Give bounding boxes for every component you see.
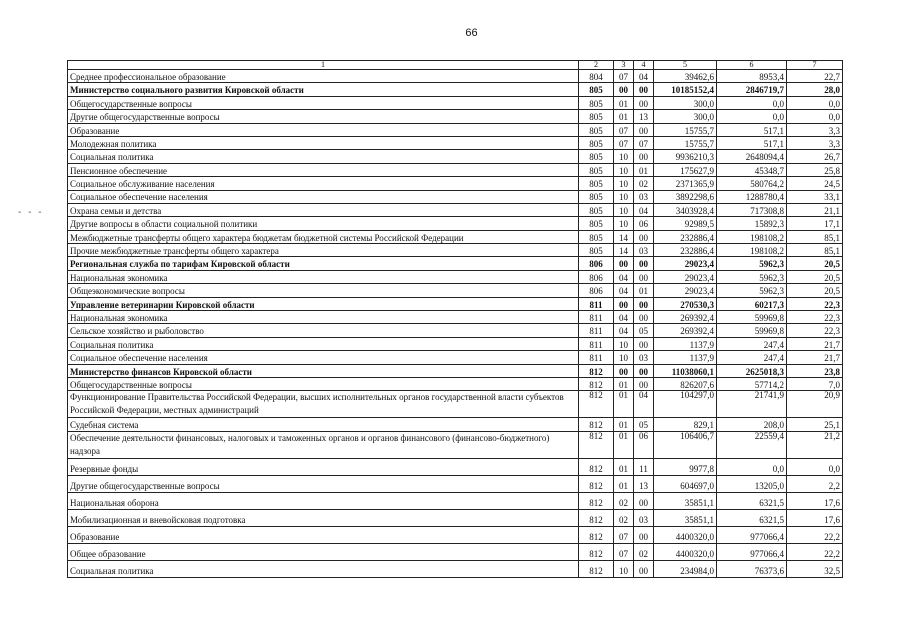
row-percent: 0,0 (787, 110, 843, 123)
table-row (68, 560, 843, 577)
row-section: 01 (614, 391, 634, 418)
row-executed-amount: 13205,0 (717, 475, 787, 492)
row-percent: 22,2 (787, 526, 843, 543)
table-row (68, 431, 843, 458)
column-number-row (68, 61, 843, 70)
table-row (68, 150, 843, 163)
row-planned-amount: 232886,4 (654, 244, 717, 257)
table-row (68, 492, 843, 509)
row-section: 02 (614, 509, 634, 526)
row-percent: 20,5 (787, 270, 843, 283)
row-executed-amount: 198108,2 (717, 244, 787, 257)
row-executed-amount: 22559,4 (717, 431, 787, 458)
column-number: 7 (787, 61, 843, 70)
row-code: 812 (579, 458, 614, 475)
row-planned-amount: 35851,1 (654, 509, 717, 526)
row-percent: 85,1 (787, 244, 843, 257)
row-section: 04 (614, 270, 634, 283)
row-code: 812 (579, 391, 614, 418)
row-subsection: 02 (634, 543, 654, 560)
row-percent: 17,1 (787, 217, 843, 230)
row-subsection: 00 (634, 230, 654, 243)
row-name: Образование (68, 123, 579, 136)
row-percent: 20,5 (787, 257, 843, 270)
row-executed-amount: 0,0 (717, 110, 787, 123)
row-planned-amount: 300,0 (654, 96, 717, 109)
row-subsection: 06 (634, 217, 654, 230)
row-code: 812 (579, 431, 614, 458)
row-subsection: 05 (634, 418, 654, 431)
row-code: 812 (579, 560, 614, 577)
row-section: 10 (614, 177, 634, 190)
table-row (68, 217, 843, 230)
row-percent: 20,9 (787, 391, 843, 418)
row-subsection: 00 (634, 150, 654, 163)
row-executed-amount: 0,0 (717, 458, 787, 475)
row-subsection: 05 (634, 324, 654, 337)
row-section: 00 (614, 83, 634, 96)
row-executed-amount: 2846719,7 (717, 83, 787, 96)
row-name: Общее образование (68, 543, 579, 560)
row-code: 805 (579, 83, 614, 96)
row-name: Другие общегосударственные вопросы (68, 110, 579, 123)
row-section: 10 (614, 560, 634, 577)
column-number: 2 (579, 61, 614, 70)
row-planned-amount: 175627,9 (654, 163, 717, 176)
row-code: 805 (579, 244, 614, 257)
row-section: 01 (614, 110, 634, 123)
row-section: 07 (614, 136, 634, 149)
table-row (68, 526, 843, 543)
row-planned-amount: 3892298,6 (654, 190, 717, 203)
row-executed-amount: 2625018,3 (717, 364, 787, 377)
row-name: Общеэкономические вопросы (68, 284, 579, 297)
row-planned-amount: 4400320,0 (654, 543, 717, 560)
row-subsection: 00 (634, 297, 654, 310)
row-planned-amount: 269392,4 (654, 311, 717, 324)
column-number: 1 (68, 61, 579, 70)
row-name: Прочие межбюджетные трансферты общего характера (68, 244, 579, 257)
column-number: 6 (717, 61, 787, 70)
row-executed-amount: 208,0 (717, 418, 787, 431)
row-executed-amount: 59969,8 (717, 311, 787, 324)
row-name: Социальная политика (68, 337, 579, 350)
row-percent: 22,2 (787, 543, 843, 560)
row-name: Среднее профессиональное образование (68, 70, 579, 83)
row-planned-amount: 232886,4 (654, 230, 717, 243)
row-code: 812 (579, 509, 614, 526)
row-subsection: 00 (634, 364, 654, 377)
row-code: 805 (579, 163, 614, 176)
row-code: 805 (579, 96, 614, 109)
row-section: 00 (614, 364, 634, 377)
table-row (68, 284, 843, 297)
row-name: Мобилизационная и вневойсковая подготовка (68, 509, 579, 526)
row-percent: 85,1 (787, 230, 843, 243)
row-planned-amount: 9936210,3 (654, 150, 717, 163)
row-subsection: 00 (634, 83, 654, 96)
row-executed-amount: 517,1 (717, 123, 787, 136)
row-executed-amount: 21741,9 (717, 391, 787, 418)
column-number: 5 (654, 61, 717, 70)
table-row (68, 458, 843, 475)
row-executed-amount: 247,4 (717, 337, 787, 350)
row-executed-amount: 45348,7 (717, 163, 787, 176)
row-planned-amount: 29023,4 (654, 270, 717, 283)
table-row (68, 297, 843, 310)
row-name: Охрана семьи и детства (68, 203, 579, 216)
row-name: Управление ветеринарии Кировской области (68, 297, 579, 310)
table-row (68, 324, 843, 337)
row-executed-amount: 60217,3 (717, 297, 787, 310)
row-planned-amount: 29023,4 (654, 284, 717, 297)
table-row (68, 311, 843, 324)
row-subsection: 11 (634, 458, 654, 475)
row-subsection: 01 (634, 284, 654, 297)
row-name: Обеспечение деятельности финансовых, налоговых и таможенных органов и органов финансового (финансово-бюджетного) надзора (68, 431, 579, 458)
row-planned-amount: 234984,0 (654, 560, 717, 577)
row-section: 01 (614, 458, 634, 475)
table-row (68, 257, 843, 270)
row-name: Национальная экономика (68, 270, 579, 283)
row-planned-amount: 270530,3 (654, 297, 717, 310)
row-subsection: 02 (634, 177, 654, 190)
row-executed-amount: 977066,4 (717, 526, 787, 543)
row-subsection: 00 (634, 492, 654, 509)
row-executed-amount: 57714,2 (717, 377, 787, 390)
row-name: Общегосударственные вопросы (68, 377, 579, 390)
row-code: 806 (579, 257, 614, 270)
row-subsection: 01 (634, 163, 654, 176)
row-section: 14 (614, 244, 634, 257)
row-planned-amount: 35851,1 (654, 492, 717, 509)
table-row (68, 418, 843, 431)
row-code: 805 (579, 177, 614, 190)
table-row (68, 391, 843, 418)
row-name: Другие вопросы в области социальной политики (68, 217, 579, 230)
row-code: 805 (579, 217, 614, 230)
table-row (68, 123, 843, 136)
row-code: 805 (579, 136, 614, 149)
page-number-text: 66 (465, 27, 478, 39)
row-planned-amount: 2371365,9 (654, 177, 717, 190)
row-code: 805 (579, 203, 614, 216)
row-name: Молодежная политика (68, 136, 579, 149)
row-subsection: 13 (634, 110, 654, 123)
row-planned-amount: 826207,6 (654, 377, 717, 390)
row-section: 10 (614, 351, 634, 364)
table-row (68, 83, 843, 96)
row-executed-amount: 247,4 (717, 351, 787, 364)
row-executed-amount: 2648094,4 (717, 150, 787, 163)
row-percent: 20,5 (787, 284, 843, 297)
row-percent: 24,5 (787, 177, 843, 190)
row-subsection: 00 (634, 311, 654, 324)
row-code: 812 (579, 543, 614, 560)
row-subsection: 03 (634, 351, 654, 364)
row-percent: 26,7 (787, 150, 843, 163)
row-subsection: 00 (634, 526, 654, 543)
row-percent: 3,3 (787, 136, 843, 149)
row-subsection: 00 (634, 337, 654, 350)
row-code: 811 (579, 297, 614, 310)
row-percent: 22,3 (787, 311, 843, 324)
row-percent: 22,3 (787, 297, 843, 310)
table-row (68, 244, 843, 257)
row-name: Сельское хозяйство и рыболовство (68, 324, 579, 337)
row-percent: 22,3 (787, 324, 843, 337)
row-code: 805 (579, 190, 614, 203)
row-code: 812 (579, 377, 614, 390)
row-code: 812 (579, 364, 614, 377)
row-code: 811 (579, 337, 614, 350)
row-planned-amount: 300,0 (654, 110, 717, 123)
row-executed-amount: 517,1 (717, 136, 787, 149)
row-percent: 21,2 (787, 431, 843, 458)
row-percent: 2,2 (787, 475, 843, 492)
row-percent: 22,7 (787, 70, 843, 83)
row-subsection: 03 (634, 190, 654, 203)
row-executed-amount: 8953,4 (717, 70, 787, 83)
row-planned-amount: 29023,4 (654, 257, 717, 270)
row-section: 10 (614, 163, 634, 176)
row-percent: 3,3 (787, 123, 843, 136)
row-code: 811 (579, 311, 614, 324)
row-percent: 17,6 (787, 509, 843, 526)
table-row (68, 543, 843, 560)
row-planned-amount: 10185152,4 (654, 83, 717, 96)
row-executed-amount: 1288780,4 (717, 190, 787, 203)
row-code: 805 (579, 123, 614, 136)
row-section: 07 (614, 123, 634, 136)
row-name: Министерство социального развития Кировской области (68, 83, 579, 96)
row-executed-amount: 977066,4 (717, 543, 787, 560)
row-planned-amount: 269392,4 (654, 324, 717, 337)
row-planned-amount: 15755,7 (654, 123, 717, 136)
table-row (68, 177, 843, 190)
table-row (68, 203, 843, 216)
table-row (68, 190, 843, 203)
budget-table-body (68, 61, 843, 578)
row-name: Национальная экономика (68, 311, 579, 324)
row-subsection: 07 (634, 136, 654, 149)
row-executed-amount: 198108,2 (717, 230, 787, 243)
row-percent: 32,5 (787, 560, 843, 577)
row-planned-amount: 39462,6 (654, 70, 717, 83)
row-planned-amount: 92989,5 (654, 217, 717, 230)
row-section: 04 (614, 324, 634, 337)
row-executed-amount: 6321,5 (717, 492, 787, 509)
row-subsection: 00 (634, 377, 654, 390)
row-name: Функционирование Правительства Российской Федерации, высших исполнительных органов государственной власти субъектов Российской Федерации, местных администраций (68, 391, 579, 418)
row-code: 806 (579, 284, 614, 297)
row-planned-amount: 104297,0 (654, 391, 717, 418)
row-subsection: 04 (634, 203, 654, 216)
row-section: 01 (614, 96, 634, 109)
row-section: 04 (614, 311, 634, 324)
row-name: Пенсионное обеспечение (68, 163, 579, 176)
row-percent: 17,6 (787, 492, 843, 509)
row-section: 07 (614, 526, 634, 543)
row-subsection: 06 (634, 431, 654, 458)
row-section: 10 (614, 150, 634, 163)
row-section: 10 (614, 190, 634, 203)
row-percent: 28,0 (787, 83, 843, 96)
row-section: 01 (614, 475, 634, 492)
row-code: 805 (579, 230, 614, 243)
row-planned-amount: 9977,8 (654, 458, 717, 475)
row-subsection: 03 (634, 244, 654, 257)
page-number (0, 27, 905, 39)
row-section: 01 (614, 377, 634, 390)
row-section: 00 (614, 297, 634, 310)
column-number: 4 (634, 61, 654, 70)
row-name: Образование (68, 526, 579, 543)
row-planned-amount: 3403928,4 (654, 203, 717, 216)
row-executed-amount: 0,0 (717, 96, 787, 109)
row-percent: 21,7 (787, 351, 843, 364)
row-name: Общегосударственные вопросы (68, 96, 579, 109)
row-code: 811 (579, 351, 614, 364)
row-section: 01 (614, 431, 634, 458)
row-percent: 21,7 (787, 337, 843, 350)
row-name: Национальная оборона (68, 492, 579, 509)
table-row (68, 270, 843, 283)
row-planned-amount: 11038060,1 (654, 364, 717, 377)
row-code: 804 (579, 70, 614, 83)
row-subsection: 00 (634, 270, 654, 283)
row-percent: 33,1 (787, 190, 843, 203)
table-row (68, 110, 843, 123)
table-row (68, 337, 843, 350)
row-executed-amount: 580764,2 (717, 177, 787, 190)
row-code: 812 (579, 492, 614, 509)
row-subsection: 04 (634, 70, 654, 83)
row-section: 10 (614, 337, 634, 350)
table-row (68, 163, 843, 176)
row-name: Судебная система (68, 418, 579, 431)
row-subsection: 00 (634, 123, 654, 136)
row-subsection: 03 (634, 509, 654, 526)
row-section: 10 (614, 203, 634, 216)
row-percent: 25,1 (787, 418, 843, 431)
row-section: 07 (614, 543, 634, 560)
row-code: 805 (579, 150, 614, 163)
row-code: 806 (579, 270, 614, 283)
row-section: 07 (614, 70, 634, 83)
row-executed-amount: 717308,8 (717, 203, 787, 216)
row-percent: 23,8 (787, 364, 843, 377)
row-executed-amount: 59969,8 (717, 324, 787, 337)
budget-table (67, 60, 843, 578)
row-name: Социальная политика (68, 560, 579, 577)
row-section: 04 (614, 284, 634, 297)
row-planned-amount: 106406,7 (654, 431, 717, 458)
row-planned-amount: 1137,9 (654, 337, 717, 350)
row-planned-amount: 1137,9 (654, 351, 717, 364)
row-percent: 25,8 (787, 163, 843, 176)
row-percent: 0,0 (787, 458, 843, 475)
row-code: 812 (579, 526, 614, 543)
row-percent: 7,0 (787, 377, 843, 390)
row-planned-amount: 4400320,0 (654, 526, 717, 543)
column-number: 3 (614, 61, 634, 70)
row-executed-amount: 5962,3 (717, 284, 787, 297)
row-executed-amount: 15892,3 (717, 217, 787, 230)
row-name: Другие общегосударственные вопросы (68, 475, 579, 492)
row-executed-amount: 5962,3 (717, 257, 787, 270)
row-subsection: 00 (634, 257, 654, 270)
row-section: 00 (614, 257, 634, 270)
row-name: Резервные фонды (68, 458, 579, 475)
row-name: Социальное обеспечение населения (68, 351, 579, 364)
row-section: 01 (614, 418, 634, 431)
row-subsection: 00 (634, 560, 654, 577)
row-subsection: 04 (634, 391, 654, 418)
row-planned-amount: 829,1 (654, 418, 717, 431)
row-code: 812 (579, 475, 614, 492)
row-executed-amount: 76373,6 (717, 560, 787, 577)
table-row (68, 364, 843, 377)
row-section: 10 (614, 217, 634, 230)
row-planned-amount: 604697,0 (654, 475, 717, 492)
row-name: Региональная служба по тарифам Кировской области (68, 257, 579, 270)
row-subsection: 00 (634, 96, 654, 109)
row-section: 14 (614, 230, 634, 243)
row-name: Социальное обеспечение населения (68, 190, 579, 203)
row-percent: 0,0 (787, 96, 843, 109)
row-planned-amount: 15755,7 (654, 136, 717, 149)
row-name: Министерство финансов Кировской области (68, 364, 579, 377)
row-executed-amount: 5962,3 (717, 270, 787, 283)
row-code: 812 (579, 418, 614, 431)
table-row (68, 475, 843, 492)
table-row (68, 70, 843, 83)
table-row (68, 96, 843, 109)
row-name: Межбюджетные трансферты общего характера бюджетам бюджетной системы Российской Федерации (68, 230, 579, 243)
table-row (68, 230, 843, 243)
table-row (68, 136, 843, 149)
table-row (68, 509, 843, 526)
row-code: 805 (579, 110, 614, 123)
row-code: 811 (579, 324, 614, 337)
row-percent: 21,1 (787, 203, 843, 216)
table-row (68, 351, 843, 364)
row-subsection: 13 (634, 475, 654, 492)
margin-mark: - - - (18, 207, 44, 218)
row-name: Социальное обслуживание населения (68, 177, 579, 190)
table-row (68, 377, 843, 390)
row-name: Социальная политика (68, 150, 579, 163)
row-section: 02 (614, 492, 634, 509)
row-executed-amount: 6321,5 (717, 509, 787, 526)
